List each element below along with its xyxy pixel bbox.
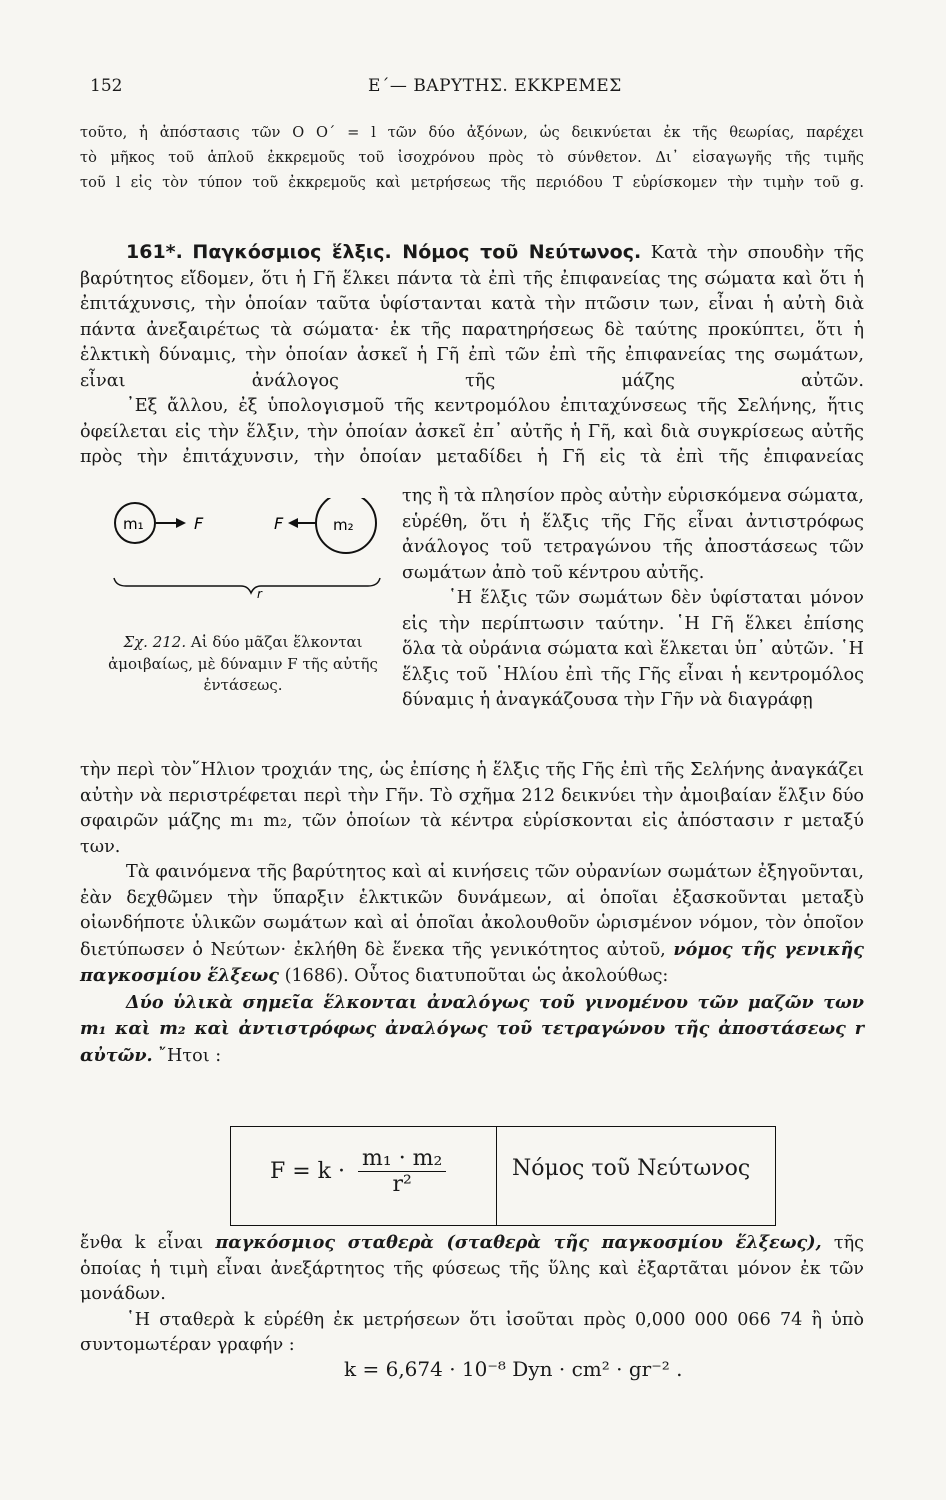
- paragraph-text: ἔνθα k εἶναι: [80, 1233, 216, 1253]
- intro-paragraph: [80, 120, 864, 195]
- formula-box: [230, 1126, 776, 1226]
- intro-line: τοῦτο, ἡ ἀπόστασις τῶν Ο Ο΄ = l τῶν δύο ἀξόνων, ὡς δεικνύεται ἐκ τῆς θεωρίας, παρέχει: [80, 124, 864, 141]
- paragraph: της ἢ τὰ πλησίον πρὸς αὐτὴν εὑρισκόμενα σώματα, εὑρέθη, ὅτι ἡ ἕλξις τῆς Γῆς εἶναι ἀντιστρόφως ἀνάλογος τοῦ τετραγώνου τῆς ἀποστάσεως τῶν σωμάτων ἀπὸ τοῦ κέντρου αὐτῆς.: [402, 486, 864, 583]
- intro-line: τὸ μῆκος τοῦ ἁπλοῦ ἐκκρεμοῦς τοῦ ἰσοχρόνου πρὸς τὸ σύνθετον. Δι᾽ εἰσαγωγῆς τῆς τιμῆς: [80, 149, 864, 166]
- force-label: F: [274, 514, 284, 533]
- paragraph-text: Τὰ φαινόμενα τῆς βαρύτητος καὶ αἱ κινήσεις τῶν οὐρανίων σωμάτων ἐξηγοῦνται, ἐὰν δεχθῶμεν τὴν ὕπαρξιν ἑλκτικῶν δυνάμεων, αἱ ὁποῖαι ἐξασκοῦνται μεταξὺ οἱωνδήποτε ὑλικῶν σωμάτων καὶ αἱ ὁποῖαι ἀκολουθοῦν ὡρισμένον νόμον, τὸν ὁποῖον διετύπωσεν ὁ Νεύτων· ἐκλήθη δὲ ἕνεκα τῆς γενικότητος αὐτοῦ,: [80, 862, 864, 960]
- numerator: m₁ · m₂: [358, 1146, 446, 1172]
- k-value-formula: k = 6,674 · 10⁻⁸ Dyn · cm² · gr⁻² .: [344, 1357, 683, 1381]
- page-number: 152: [90, 76, 123, 96]
- law-label: Νόμος τοῦ Νεύτωνος: [512, 1156, 751, 1181]
- side-column: [402, 484, 864, 714]
- force-arrow-head: [176, 518, 186, 528]
- paragraph: ῾Η ἕλξις τῶν σωμάτων δὲν ὑφίσταται μόνον εἰς τὴν περίπτωσιν ταύτην. ῾Η Γῆ ἕλκει ἐπίσης ὅλα τὰ οὐράνια σώματα καὶ ἕλκεται ὑπ᾽ αὐτῶν. ῾Η ἕλξις τοῦ ῾Ηλίου ἐπὶ τῆς Γῆς εἶναι ἡ κεντρομόλος δύναμις ἡ ἀναγκάζουσα τὴν Γῆν νὰ διαγράφῃ: [402, 588, 864, 710]
- caption-label: Σχ. 212.: [123, 633, 187, 651]
- section-161: [80, 240, 864, 471]
- force-arrow-head: [288, 518, 298, 528]
- paragraph: τὴν περὶ τὸν῞Ηλιον τροχιάν της, ὡς ἐπίσης ἡ ἕλξις τῆς Γῆς ἐπὶ τῆς Σελήνης ἀναγκάζει αὐτὴν νὰ περιστρέφεται περὶ τὴν Γῆν. Τὸ σχῆμα 212 δεικνύει τὴν ἀμοιβαίαν ἕλξιν δύο σφαιρῶν μάζης m₁ m₂, τῶν ὁποίων τὰ κέντρα εὑρίσκονται εἰς ἀπόστασιν r μεταξύ των.: [80, 760, 864, 857]
- newton-formula: [270, 1146, 446, 1197]
- box-divider: [496, 1126, 497, 1226]
- intro-line: τοῦ l εἰς τὸν τύπον τοῦ ἐκκρεμοῦς καὶ μετρήσεως τῆς περιόδου T εὑρίσκομεν τὴν τιμὴν τοῦ g.: [80, 174, 864, 191]
- mass-label: m₁: [123, 515, 144, 533]
- main-continued: [80, 758, 864, 1069]
- mass-label: m₂: [333, 516, 354, 534]
- law-name: νόμος τῆς γενικῆς παγκοσμίου ἕλξεως: [80, 938, 864, 986]
- paragraph: [80, 860, 864, 990]
- section-title: Παγκόσμιος ἕλξις. Νόμος τοῦ Νεύτωνος.: [192, 241, 642, 263]
- running-header: Ε΄— ΒΑΡΥΤΗΣ. ΕΚΚΡΕΜΕΣ: [368, 76, 622, 96]
- denominator: r²: [392, 1172, 412, 1197]
- law-statement: Δύο ὑλικὰ σημεῖα ἕλκονται ἀναλόγως τοῦ γινομένου τῶν μαζῶν των m₁ καὶ m₂ καὶ ἀντιστρόφως ἀναλόγως τοῦ τετραγώνου τῆς ἀποστάσεως r αὐτῶν.: [80, 991, 864, 1066]
- paragraph: ᾽Εξ ἄλλου, ἐξ ὑπολογισμοῦ τῆς κεντρομόλου ἐπιταχύνσεως τῆς Σελήνης, ἥτις ὀφείλεται εἰς τὴν ἕλξιν, τὴν ὁποίαν ἀσκεῖ ἐπ᾽ αὐτῆς ἡ Γῆ, καὶ διὰ συγκρίσεως αὐτῆς πρὸς τὴν ἐπιτάχυνσιν, τὴν ὁποίαν μεταδίδει ἡ Γῆ εἰς τὰ ἐπὶ τῆς ἐπιφανείας: [80, 396, 864, 467]
- paragraph-text: (1686). Οὗτος διατυποῦται ὡς ἀκολούθως:: [279, 966, 669, 986]
- paragraph-text: ῎Ητοι :: [152, 1045, 222, 1066]
- paragraph-text: Κατὰ τὴν σπουδὴν τῆς βαρύτητος εἴδομεν, ὅτι ἡ Γῆ ἕλκει πάντα τὰ ἐπὶ τῆς ἐπιφανείας της σώματα καὶ ὅτι ἡ ἐπιτάχυνσις, τὴν ὁποίαν ταῦτα ὑφίστανται κατὰ τὴν πτῶσιν των, εἶναι ἡ αὐτὴ διὰ πάντα ἀνεξαιρέτως τὰ σώματα· ἐκ τῆς παρατηρήσεως δὲ ταύτης προκύπτει, ὅτι ἡ ἑλκτικὴ δύναμις, τὴν ὁποίαν ἀσκεῖ ἡ Γῆ ἐπὶ τῶν ἐπὶ τῆς ἐπιφανείας της σωμάτων, εἶναι ἀνάλογος τῆς μάζης αὐτῶν.: [80, 243, 865, 391]
- constant-name: παγκόσμιος σταθερὰ (σταθερὰ τῆς παγκοσμίου ἕλξεως),: [215, 1232, 822, 1253]
- distance-brace: [114, 578, 380, 593]
- fraction: [358, 1146, 446, 1197]
- caption-text: Αἱ δύο μᾶζαι ἕλκονται ἀμοιβαίως, μὲ δύναμιν F τῆς αὐτῆς ἐντάσεως.: [108, 633, 378, 694]
- distance-label: r: [257, 587, 262, 601]
- figure-212: [106, 498, 386, 608]
- paragraph: ῾Η σταθερὰ k εὑρέθη ἐκ μετρήσεων ὅτι ἰσοῦται πρὸς 0,000 000 066 74 ἢ ὑπὸ συντομωτέραν γραφήν :: [80, 1309, 864, 1355]
- paragraph: [80, 240, 864, 394]
- paragraph-text: τῆς ὁποίας ἡ τιμὴ εἶναι ἀνεξάρτητος τῆς φύσεως τῆς ὕλης καὶ ἐξαρτᾶται μόνον ἐκ τῶν μονάδων.: [80, 1233, 864, 1304]
- formula-lhs: F = k ·: [270, 1159, 346, 1184]
- force-label: F: [194, 514, 204, 533]
- section-number: 161*.: [126, 241, 183, 263]
- paragraph: [80, 990, 864, 1070]
- figure-caption: [108, 632, 378, 697]
- after-formula: [80, 1230, 864, 1359]
- paragraph: [80, 1230, 864, 1308]
